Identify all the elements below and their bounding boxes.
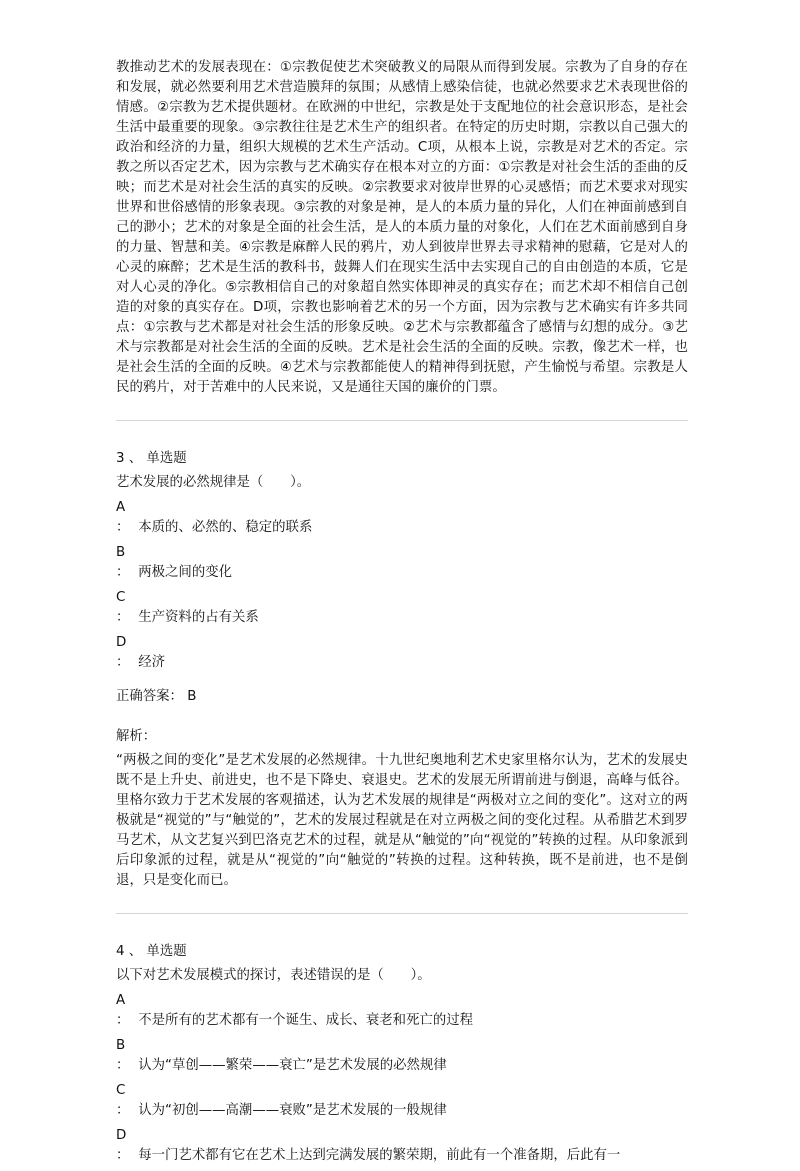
option-b [116,1036,688,1076]
question-stem: 艺术发展的必然规律是（ ）。 [116,475,311,490]
option-letter: A ： [116,993,130,1028]
question-stem: 以下对艺术发展模式的探讨，表述错误的是（ ）。 [116,968,431,983]
correct-answer: 正确答案： B [116,689,197,704]
option-letter: C ： [116,590,130,625]
question-type-label: 4 、 单选题 [116,944,187,959]
option-b [116,543,688,583]
question-type-label: 3 、 单选题 [116,451,187,466]
option-a [116,498,688,538]
option-text: 经济 [138,655,166,670]
option-letter: B ： [116,1038,130,1073]
option-letter: A ： [116,500,130,535]
option-text: 生产资料的占有关系 [138,610,259,625]
analysis-label: 解析： [116,729,157,744]
analysis-text: “两极之间的变化”是艺术发展的必然规律。十九世纪奥地利艺术史家里格尔认为，艺术的发展史既不是上升史、前进史，也不是下降史、衰退史。艺术的发展无所谓前进与倒退，高峰与低谷。里格尔致力于艺术发展的客观描述，认为艺术发展的规律是“两极对立之间的变化”。这对立的两极就是“视觉的”与“触觉的”，艺术的发展过程就是在对立两极之间的变化过程。从希腊艺术到罗马艺术，从文艺复兴到巴洛克艺术的过程，就是从“触觉的”向“视觉的”转换的过程。从印象派到后印象派的过程，就是从“视觉的”向“触觉的”转换的过程。这种转换，既不是前进，也不是倒退，只是变化而已。 [116,753,688,888]
question-block-3 [116,449,688,891]
option-text: 两极之间的变化 [138,565,232,580]
option-text: 认为“草创——繁荣——衰亡”是艺术发展的必然规律 [138,1058,447,1073]
section-divider [116,913,688,914]
intro-paragraph [116,58,688,398]
document-page [116,58,688,1171]
question-block-4 [116,942,688,1166]
option-c [116,588,688,628]
intro-text: 教推动艺术的发展表现在：①宗教促使艺术突破教义的局限从而得到发展。宗教为了自身的存在和发展，就必然要利用艺术营造膜拜的氛围；从感情上感染信徒，也就必然要求艺术表现世俗的情感。②宗教为艺术提供题材。在欧洲的中世纪，宗教是处于支配地位的社会意识形态，是社会生活中最重要的现象。③宗教往往是艺术生产的组织者。在特定的历史时期，宗教以自己强大的政治和经济的力量，组织大规模的艺术生产活动。C项，从根本上说，宗教是对艺术的否定。宗教之所以否定艺术，因为宗教与艺术确实存在根本对立的方面：①宗教是对社会生活的歪曲的反映；而艺术是对社会生活的真实的反映。②宗教要求对彼岸世界的心灵感悟；而艺术要求对现实世界和世俗感情的形象表现。③宗教的对象是神，是人的本质力量的异化，人们在神面前感到自己的渺小；艺术的对象是全面的社会生活，是人的本质力量的对象化，人们在艺术面前感到自身的力量、智慧和美。④宗教是麻醉人民的鸦片，劝人到彼岸世界去寻求精神的慰藉，它是对人的心灵的麻醉；艺术是生活的教科书，鼓舞人们在现实生活中去实现自己的自由创造的本质，它是对人心灵的净化。⑤宗教相信自己的对象超自然实体即神灵的真实存在；而艺术却不相信自己创造的对象的真实存在。D项，宗教也影响着艺术的另一个方面，因为宗教与艺术确实有许多共同点：①宗教与艺术都是对社会生活的形象反映。②艺术与宗教都蕴含了感情与幻想的成分。③艺术与宗教都是对社会生活的全面的反映。艺术是社会生活的全面的反映。宗教，像艺术一样，也是社会生活的全面的反映。④艺术与宗教都能使人的精神得到抚慰，产生愉悦与希望。宗教是人民的鸦片，对于苦难中的人民来说，又是通往天国的廉价的门票。 [116,60,688,395]
option-letter: B ： [116,545,130,580]
option-letter: C ： [116,1083,130,1118]
option-text: 每一门艺术都有它在艺术上达到完满发展的繁荣期，前此有一个准备期，后此有一 [138,1148,621,1163]
section-divider [116,420,688,421]
option-text: 本质的、必然的、稳定的联系 [138,520,313,535]
option-d [116,633,688,673]
option-c [116,1081,688,1121]
option-letter: D ： [116,1128,130,1163]
option-text: 不是所有的艺术都有一个诞生、成长、衰老和死亡的过程 [138,1013,474,1028]
option-letter: D ： [116,635,130,670]
option-a [116,991,688,1031]
option-text: 认为“初创——高潮——衰败”是艺术发展的一般规律 [138,1103,447,1118]
option-d [116,1126,688,1166]
